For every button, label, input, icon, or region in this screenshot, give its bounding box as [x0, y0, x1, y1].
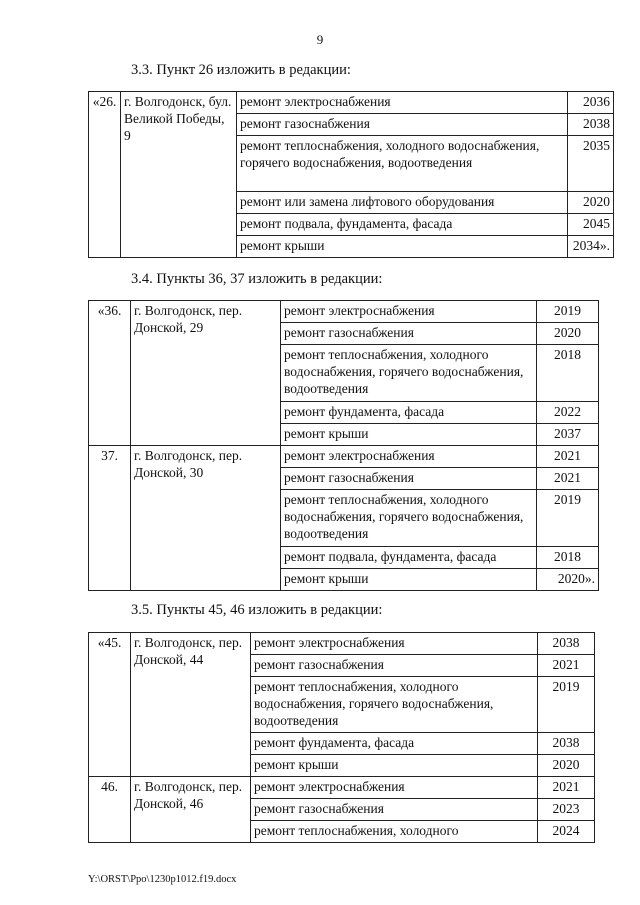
work-cell: ремонт крыши [281, 569, 537, 591]
entry-address: г. Волгодонск, пер. Донской, 29 [131, 301, 281, 446]
work-cell: ремонт фундамента, фасада [251, 733, 538, 755]
section-heading: 3.5. Пункты 45, 46 изложить в редакции: [131, 602, 383, 618]
table-row [89, 446, 599, 468]
work-cell: ремонт теплоснабжения, холодного [251, 821, 538, 843]
year-cell: 2024 [538, 821, 595, 843]
year-cell: 2018 [537, 345, 599, 402]
entry-number: «26. [89, 92, 121, 258]
section-heading: 3.4. Пункты 36, 37 изложить в редакции: [131, 271, 383, 287]
year-cell: 2021 [538, 655, 595, 677]
year-cell: 2021 [537, 468, 599, 490]
table-row [89, 301, 599, 323]
work-cell: ремонт крыши [251, 755, 538, 777]
year-cell: 2019 [538, 677, 595, 733]
table-row [89, 92, 614, 114]
work-cell: ремонт или замена лифтового оборудования [237, 192, 568, 214]
entry-address: г. Волгодонск, пер. Донской, 46 [131, 777, 251, 843]
entry-address: г. Волгодонск, пер. Донской, 30 [131, 446, 281, 591]
works-table-45-46 [88, 632, 595, 843]
year-cell: 2019 [537, 301, 599, 323]
year-cell: 2023 [538, 799, 595, 821]
year-cell: 2020 [568, 192, 614, 214]
year-cell: 2038 [568, 114, 614, 136]
file-path-footer: Y:\ORST\Ppo\1230p1012.f19.docx [88, 874, 237, 885]
works-table-36-37 [88, 300, 599, 591]
year-cell: 2018 [537, 547, 599, 569]
work-cell: ремонт газоснабжения [251, 799, 538, 821]
table-row [89, 633, 595, 655]
work-cell: ремонт фундамента, фасада [281, 402, 537, 424]
work-cell: ремонт теплоснабжения, холодного водоснабжения, горячего водоснабжения, водоотведения [281, 490, 537, 547]
section-heading: 3.3. Пункт 26 изложить в редакции: [131, 62, 351, 78]
works-table-26 [88, 91, 614, 258]
year-cell: 2036 [568, 92, 614, 114]
year-cell: 2021 [538, 777, 595, 799]
year-cell: 2037 [537, 424, 599, 446]
year-cell: 2020 [537, 323, 599, 345]
year-cell: 2035 [568, 136, 614, 192]
work-cell: ремонт подвала, фундамента, фасада [237, 214, 568, 236]
entry-number: 46. [89, 777, 131, 843]
work-cell: ремонт электроснабжения [251, 633, 538, 655]
year-cell: 2038 [538, 733, 595, 755]
work-cell: ремонт теплоснабжения, холодного водоснабжения, горячего водоснабжения, водоотведения [281, 345, 537, 402]
work-cell: ремонт крыши [281, 424, 537, 446]
table-row [89, 777, 595, 799]
work-cell: ремонт теплоснабжения, холодного водоснабжения, горячего водоснабжения, водоотведения [237, 136, 568, 192]
entry-number: «45. [89, 633, 131, 777]
entry-address: г. Волгодонск, бул. Великой Победы, 9 [121, 92, 237, 258]
year-cell: 2021 [537, 446, 599, 468]
work-cell: ремонт электроснабжения [251, 777, 538, 799]
work-cell: ремонт газоснабжения [281, 468, 537, 490]
year-cell: 2045 [568, 214, 614, 236]
work-cell: ремонт теплоснабжения, холодного водоснабжения, горячего водоснабжения, водоотведения [251, 677, 538, 733]
work-cell: ремонт электроснабжения [281, 301, 537, 323]
work-cell: ремонт газоснабжения [281, 323, 537, 345]
work-cell: ремонт крыши [237, 236, 568, 258]
entry-number: «36. [89, 301, 131, 446]
year-cell: 2020 [538, 755, 595, 777]
work-cell: ремонт газоснабжения [251, 655, 538, 677]
work-cell: ремонт газоснабжения [237, 114, 568, 136]
entry-number: 37. [89, 446, 131, 591]
work-cell: ремонт электроснабжения [281, 446, 537, 468]
year-cell: 2034». [568, 236, 614, 258]
year-cell: 2022 [537, 402, 599, 424]
page-number: 9 [316, 32, 324, 47]
entry-address: г. Волгодонск, пер. Донской, 44 [131, 633, 251, 777]
year-cell: 2019 [537, 490, 599, 547]
work-cell: ремонт электроснабжения [237, 92, 568, 114]
year-cell: 2038 [538, 633, 595, 655]
year-cell: 2020». [537, 569, 599, 591]
work-cell: ремонт подвала, фундамента, фасада [281, 547, 537, 569]
